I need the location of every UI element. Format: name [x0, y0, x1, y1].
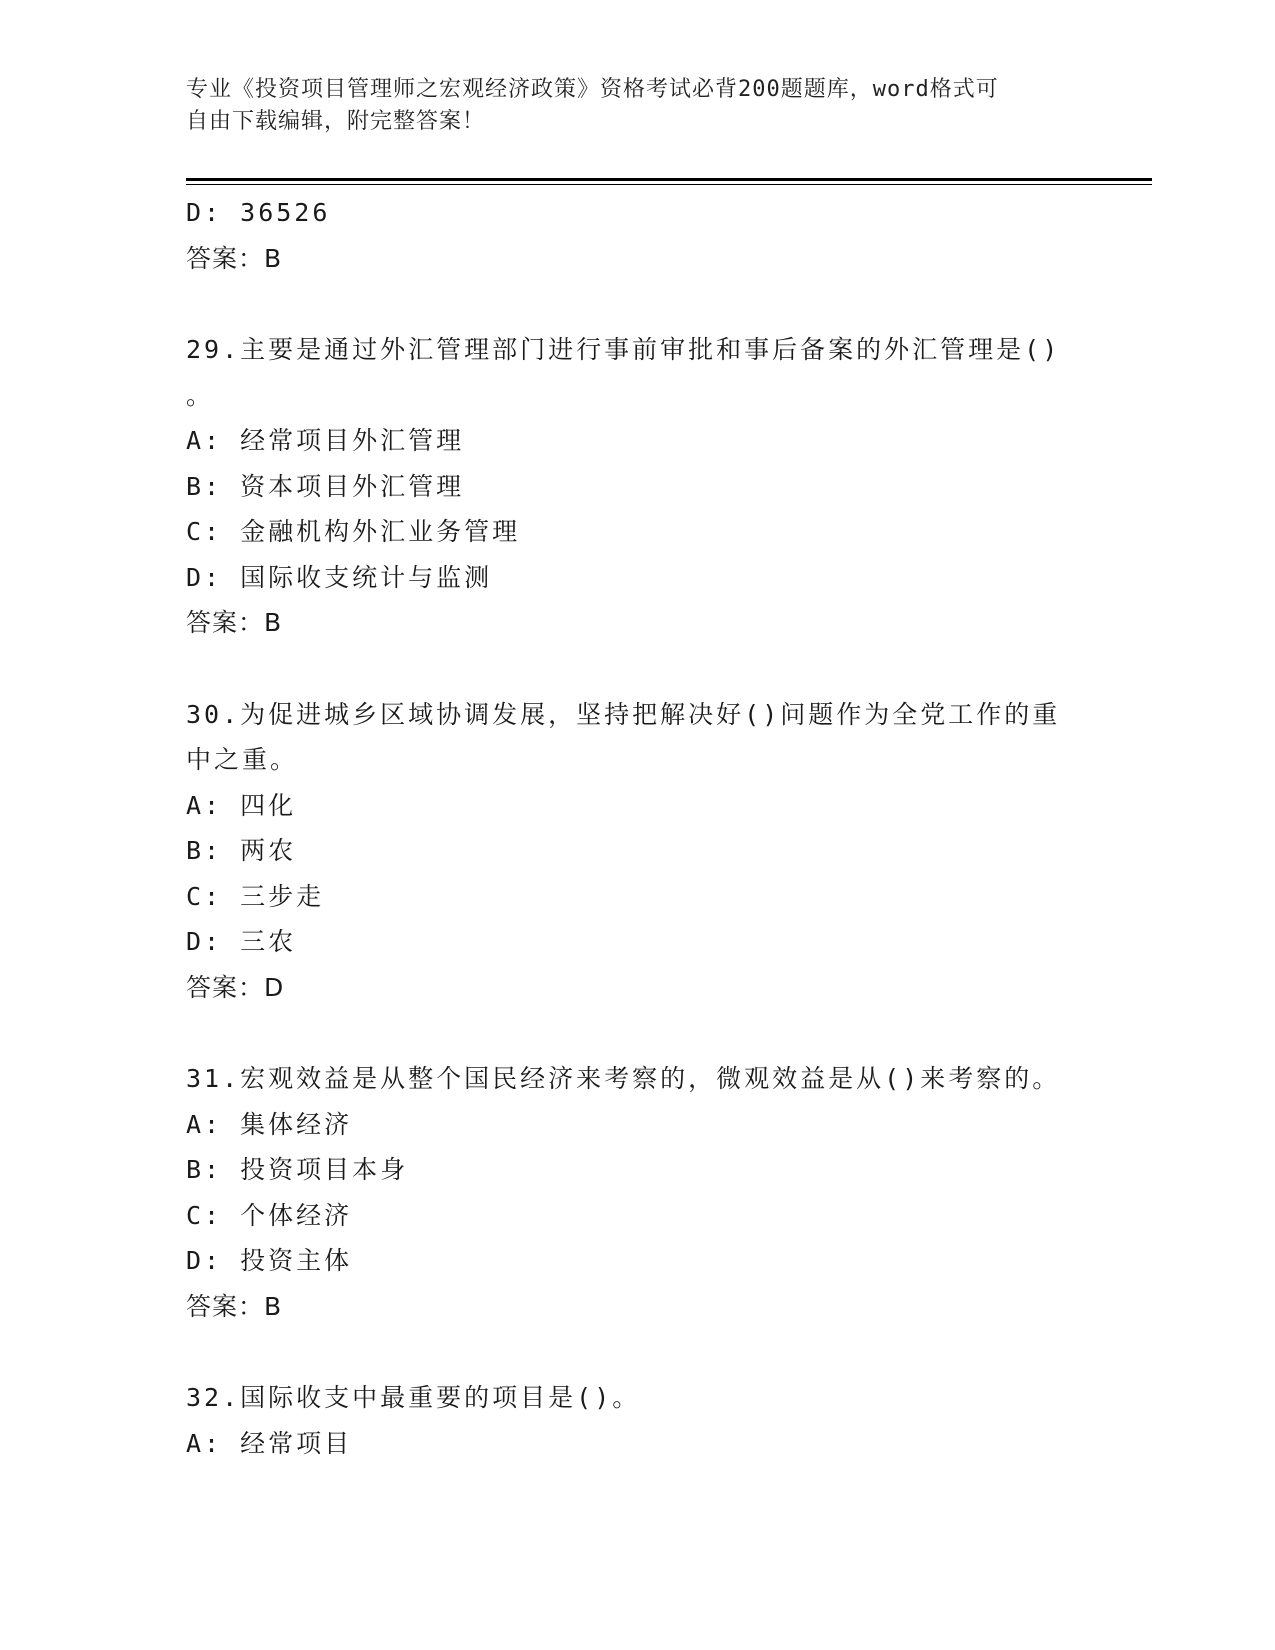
option-b: B: 投资项目本身	[186, 1155, 409, 1184]
option-d: D: 国际收支统计与监测	[186, 562, 493, 592]
header-title-line1: 专业《投资项目管理师之宏观经济政策》资格考试必背200题题库，word格式可	[186, 77, 999, 102]
option-d: D: 投资主体	[186, 1246, 353, 1275]
header-title-line2: 自由下载编辑，附完整答案！	[186, 109, 486, 134]
question-stem-continued: 。	[186, 380, 215, 410]
prev-option-d: D: 36526	[186, 198, 331, 227]
document-page	[186, 0, 1152, 1650]
answer: 答案：B	[186, 608, 283, 637]
spacer	[186, 1010, 1152, 1056]
question-stem: 32.国际收支中最重要的项目是()。	[186, 1383, 641, 1412]
question-list	[186, 190, 1152, 1466]
document-header	[186, 74, 1066, 138]
option-a: A: 集体经济	[186, 1109, 353, 1139]
spacer	[186, 646, 1152, 692]
header-divider-thin	[186, 184, 1152, 185]
question-29	[186, 327, 1152, 646]
option-a: A: 经常项目外汇管理	[186, 426, 465, 455]
spacer	[186, 1329, 1152, 1375]
question-stem: 29.主要是通过外汇管理部门进行事前审批和事后备案的外汇管理是()	[186, 335, 1061, 364]
option-d: D: 三农	[186, 927, 297, 956]
option-c: C: 金融机构外汇业务管理	[186, 517, 521, 546]
option-b: B: 两农	[186, 836, 297, 865]
question-stem: 31.宏观效益是从整个国民经济来考察的，微观效益是从()来考察的。	[186, 1064, 1061, 1093]
option-a: A: 四化	[186, 790, 297, 820]
question-31	[186, 1056, 1152, 1329]
question-30	[186, 692, 1152, 1011]
question-stem: 30.为促进城乡区域协调发展，坚持把解决好()问题作为全党工作的重	[186, 699, 1061, 729]
option-b: B: 资本项目外汇管理	[186, 471, 465, 501]
answer: 答案：D	[186, 972, 285, 1002]
header-divider-thick	[186, 178, 1152, 181]
option-c: C: 三步走	[186, 881, 325, 911]
question-32	[186, 1375, 1152, 1466]
question-stem-continued: 中之重。	[186, 745, 299, 774]
option-a: A: 经常项目	[186, 1428, 353, 1458]
spacer	[186, 281, 1152, 327]
answer: 答案：B	[186, 1291, 283, 1321]
option-c: C: 个体经济	[186, 1200, 353, 1230]
prev-answer: 答案：B	[186, 243, 283, 273]
